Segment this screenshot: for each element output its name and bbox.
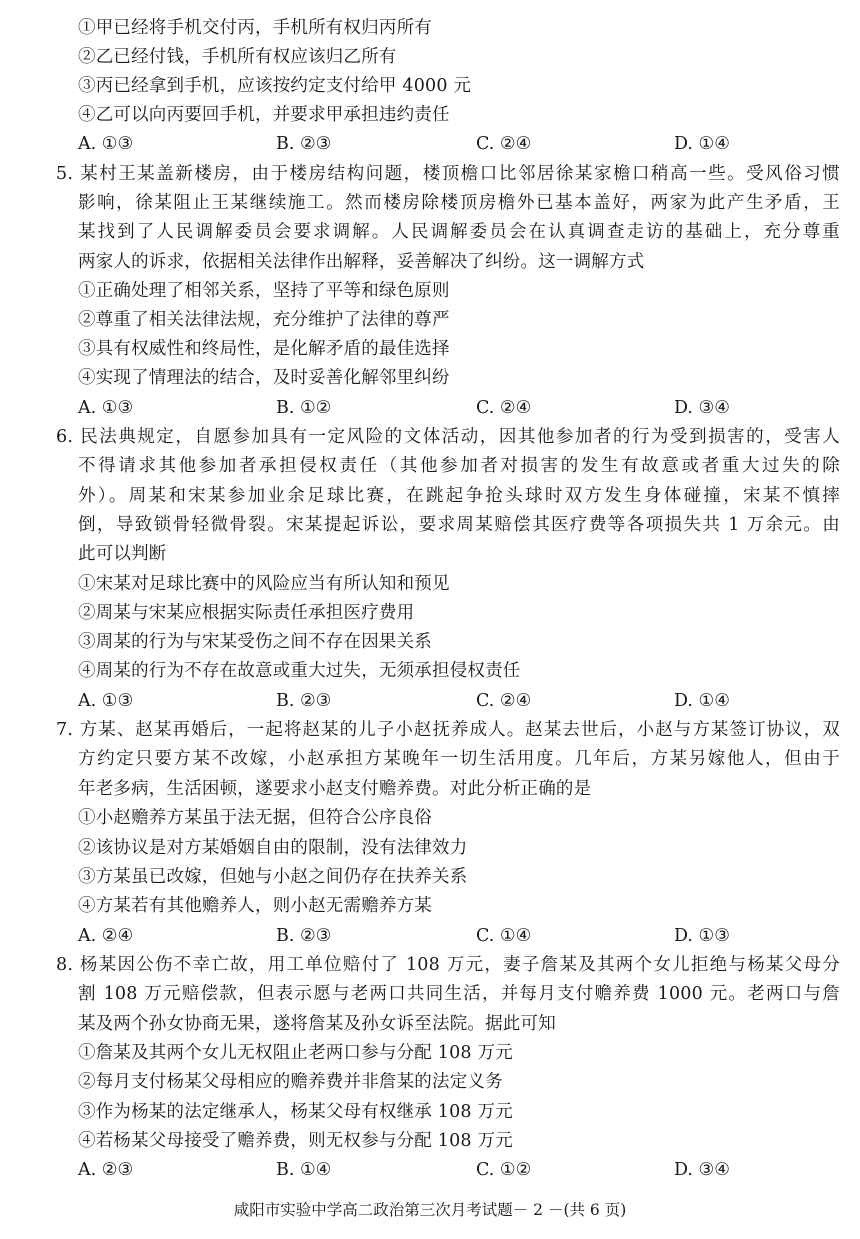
answer-choices (78, 922, 758, 951)
answer-choice-d: D. ①④ (674, 691, 730, 711)
answer-choice-b: B. ②③ (276, 926, 332, 946)
answer-choice-a: A. ②④ (78, 926, 134, 946)
option-line: ②每月支付杨某父母相应的赡养费并非詹某的法定义务 (78, 1072, 503, 1092)
option-line: ④若杨某父母接受了赡养费，则无权参与分配 108 万元 (78, 1131, 513, 1151)
answer-choices (78, 687, 758, 716)
answer-choice-d: D. ①④ (674, 134, 730, 154)
question-6-stem: 6. 民法典规定，自愿参加具有一定风险的文体活动，因其他参加者的行为受到损害的，受害人 (56, 427, 840, 447)
option-line: ②该协议是对方某婚姻自由的限制，没有法律效力 (78, 838, 468, 858)
answer-choice-c: C. ②④ (476, 398, 532, 418)
option-line: ④周某的行为不存在故意或重大过失，无须承担侵权责任 (78, 661, 521, 681)
option-line: ②乙已经付钱，手机所有权应该归乙所有 (78, 47, 397, 67)
page-footer: 咸阳市实验中学高二政治第三次月考试题－ 2 －(共 6 页) (233, 1201, 627, 1219)
question-stem-line: 倒，导致锁骨轻微骨裂。宋某提起诉讼，要求周某赔偿其医疗费等各项损失共 1 万余元。由 (78, 515, 840, 535)
answer-choices (78, 394, 758, 423)
option-line: ④乙可以向丙要回手机，并要求甲承担违约责任 (78, 105, 450, 125)
option-line: ②尊重了相关法律法规，充分维护了法律的尊严 (78, 310, 450, 330)
option-line: ③具有权威性和终局性，是化解矛盾的最佳选择 (78, 339, 450, 359)
question-stem-line: 方约定只要方某不改嫁，小赵承担方某晚年一切生活用度。几年后，方某另嫁他人，但由于 (78, 749, 840, 769)
option-line: ①宋某对足球比赛中的风险应当有所认知和预见 (78, 574, 450, 594)
answer-choice-a: A. ①③ (78, 134, 134, 154)
option-line: ③方某虽已改嫁，但她与小赵之间仍存在扶养关系 (78, 867, 468, 887)
answer-choice-d: D. ③④ (674, 1160, 730, 1180)
question-stem-line: 不得请求其他参加者承担侵权责任（其他参加者对损害的发生有故意或者重大过失的除 (78, 456, 840, 476)
answer-choices (78, 1156, 758, 1185)
option-line: ③丙已经拿到手机，应该按约定支付给甲 4000 元 (78, 76, 472, 96)
answer-choice-c: C. ①② (476, 1160, 532, 1180)
answer-choice-b: B. ②③ (276, 691, 332, 711)
answer-choice-d: D. ③④ (674, 398, 730, 418)
question-stem-line: 某及两个孙女协商无果，遂将詹某及孙女诉至法院。据此可知 (78, 1014, 556, 1034)
answer-choice-c: C. ①④ (476, 926, 532, 946)
question-stem-line: 某找到了人民调解委员会要求调解。人民调解委员会在认真调查走访的基础上，充分尊重 (78, 222, 840, 242)
option-line: ②周某与宋某应根据实际责任承担医疗费用 (78, 603, 415, 623)
question-8-stem: 8. 杨某因公伤不幸亡故，用工单位赔付了 108 万元，妻子詹某及其两个女儿拒绝与杨某父母分 (56, 955, 840, 975)
question-stem-line: 割 108 万元赔偿款，但表示愿与老两口共同生活，并每月支付赡养费 1000 元。老两口与詹 (78, 984, 840, 1004)
question-stem-line: 影响，徐某阻止王某继续施工。然而楼房除楼顶房檐外已基本盖好，两家为此产生矛盾，王 (78, 193, 840, 213)
option-line: ③作为杨某的法定继承人，杨某父母有权继承 108 万元 (78, 1102, 513, 1122)
answer-choice-d: D. ①③ (674, 926, 730, 946)
question-stem-line: 两家人的诉求，依据相关法律作出解释，妥善解决了纠纷。这一调解方式 (78, 252, 645, 272)
question-7-stem: 7. 方某、赵某再婚后，一起将赵某的儿子小赵抚养成人。赵某去世后，小赵与方某签订协议，双 (56, 720, 840, 740)
option-line: ④实现了情理法的结合，及时妥善化解邻里纠纷 (78, 368, 450, 388)
answer-choice-c: C. ②④ (476, 691, 532, 711)
answer-choice-a: A. ②③ (78, 1160, 134, 1180)
option-line: ①正确处理了相邻关系，坚持了平等和绿色原则 (78, 281, 450, 301)
answer-choice-b: B. ①④ (276, 1160, 332, 1180)
question-stem-line: 外）。周某和宋某参加业余足球比赛，在跳起争抢头球时双方发生身体碰撞，宋某不慎摔 (78, 486, 840, 506)
option-line: ①小赵赡养方某虽于法无据，但符合公序良俗 (78, 808, 432, 828)
answer-choices (78, 130, 758, 159)
question-stem-line: 年老多病，生活困顿，遂要求小赵支付赡养费。对此分析正确的是 (78, 779, 592, 799)
answer-choice-a: A. ①③ (78, 398, 134, 418)
question-stem-line: 此可以判断 (78, 544, 167, 564)
answer-choice-b: B. ①② (276, 398, 332, 418)
option-line: ④方某若有其他赡养人，则小赵无需赡养方某 (78, 896, 432, 916)
option-line: ①甲已经将手机交付丙，手机所有权归丙所有 (78, 18, 432, 38)
question-5-stem: 5. 某村王某盖新楼房，由于楼房结构问题，楼顶檐口比邻居徐某家檐口稍高一些。受风俗习惯 (56, 164, 840, 184)
option-line: ①詹某及其两个女儿无权阻止老两口参与分配 108 万元 (78, 1043, 513, 1063)
option-line: ③周某的行为与宋某受伤之间不存在因果关系 (78, 632, 432, 652)
answer-choice-c: C. ②④ (476, 134, 532, 154)
answer-choice-a: A. ①③ (78, 691, 134, 711)
answer-choice-b: B. ②③ (276, 134, 332, 154)
